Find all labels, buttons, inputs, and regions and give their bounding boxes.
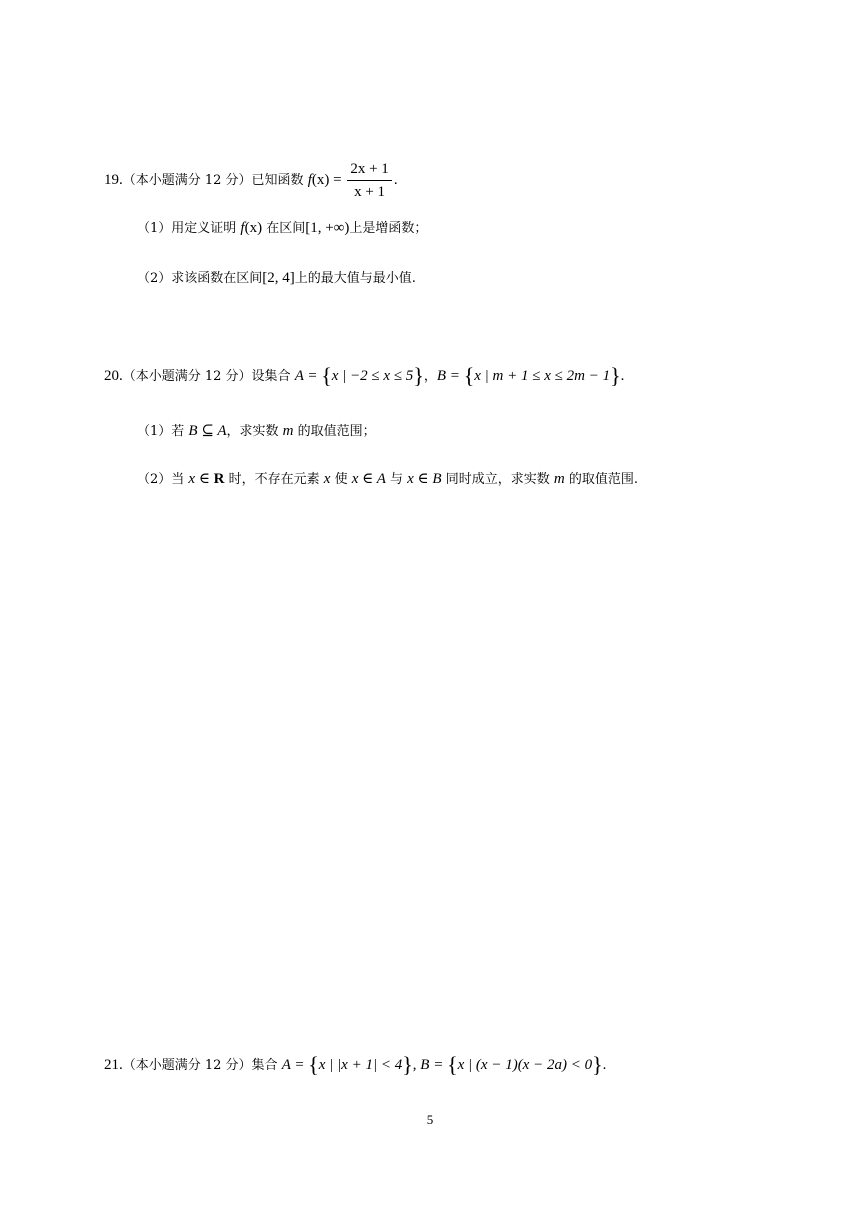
- q21-end: .: [602, 1057, 607, 1073]
- q19-p1-end: 上是增函数；: [349, 221, 428, 236]
- q20-p2-inA: x ∈ A: [351, 471, 386, 487]
- q20-p2-inB: x ∈ B: [407, 471, 442, 487]
- q19-p1-mid: 在区间: [262, 221, 306, 236]
- q20-setB-open-brace: {: [463, 363, 475, 388]
- q20-part-2: [137, 469, 638, 490]
- q20-p1-label: （1）若: [137, 424, 189, 439]
- q19-p2-interval: [2, 4]: [262, 270, 295, 286]
- q19-eq: =: [329, 172, 346, 188]
- q19-frac-denominator: x + 1: [354, 184, 386, 200]
- q20-setA-label: A =: [294, 368, 322, 384]
- question-20: [104, 363, 625, 388]
- q20-p2-label: （2）当: [137, 472, 189, 487]
- q19-func-arg: (x): [311, 172, 330, 188]
- q20-p2-mid4: 同时成立，求实数: [441, 472, 554, 487]
- q19-frac-numerator: 2x + 1: [347, 160, 391, 181]
- q19-p2-end: 上的最大值与最小值.: [294, 271, 416, 286]
- q21-setB-body: x | (x − 1)(x − 2a) < 0: [457, 1057, 593, 1073]
- q20-end: .: [620, 368, 625, 384]
- q19-fraction: [347, 160, 391, 201]
- q20-setA-close-brace: }: [413, 363, 424, 388]
- q20-p1-relation: B ⊆ A: [188, 423, 227, 439]
- q20-sep: ，: [423, 369, 437, 384]
- q21-setB-open-brace: {: [447, 1052, 458, 1077]
- q20-p2-cond-R: R: [213, 471, 225, 487]
- q20-p2-var-x: x: [323, 471, 331, 487]
- q21-sep: ,: [412, 1057, 421, 1073]
- q21-setA-close-brace: }: [402, 1052, 413, 1077]
- page-number: 5: [426, 1112, 434, 1127]
- q20-p1-end: ，求实数: [226, 424, 283, 439]
- q20-p2-var-m: m: [553, 471, 565, 487]
- q20-p2-mid2: 使: [330, 472, 352, 487]
- q20-setB-label: B =: [436, 368, 464, 384]
- q21-number: 21.: [104, 1057, 123, 1073]
- q19-p1-arg: (x): [244, 220, 263, 236]
- q21-setB-close-brace: }: [592, 1052, 603, 1077]
- q19-p1-interval: [1, +∞): [305, 220, 350, 236]
- q19-p1-func: f: [240, 220, 245, 236]
- q19-part-2: [137, 268, 416, 289]
- q20-setB-body: x | m + 1 ≤ x ≤ 2m − 1: [474, 368, 611, 384]
- q21-setB-label: B =: [420, 1057, 448, 1073]
- q21-setA-open-brace: {: [308, 1052, 319, 1077]
- q20-prefix: （本小题满分 12 分）设集合: [122, 369, 295, 384]
- q20-p1-tail: 的取值范围；: [293, 424, 376, 439]
- q20-setA-open-brace: {: [321, 363, 332, 388]
- question-21: [104, 1052, 607, 1077]
- q20-p2-cond-x: x ∈: [188, 471, 214, 487]
- q19-func: f: [307, 172, 312, 188]
- q20-p2-mid1: 时，不存在元素: [224, 472, 324, 487]
- q21-prefix: （本小题满分 12 分）集合: [122, 1058, 282, 1073]
- q20-setA-body: x | −2 ≤ x ≤ 5: [331, 368, 414, 384]
- q20-part-1: [137, 421, 376, 442]
- q19-number: 19.: [104, 172, 123, 188]
- q20-p2-mid3: 与: [385, 472, 408, 487]
- q20-setB-close-brace: }: [610, 363, 621, 388]
- q19-p1-label: （1）用定义证明: [137, 221, 241, 236]
- q19-end: .: [393, 172, 398, 188]
- q19-p2-label: （2）求该函数在区间: [137, 271, 263, 286]
- q20-p1-var: m: [282, 423, 294, 439]
- q19-part-1: [137, 218, 427, 239]
- q20-p2-tail: 的取值范围.: [564, 472, 638, 487]
- q20-number: 20.: [104, 368, 123, 384]
- q21-setA-label: A =: [281, 1057, 309, 1073]
- q19-prefix: （本小题满分 12 分）已知函数: [122, 173, 308, 188]
- q21-setA-body: x | |x + 1| < 4: [318, 1057, 403, 1073]
- question-19: [104, 160, 398, 201]
